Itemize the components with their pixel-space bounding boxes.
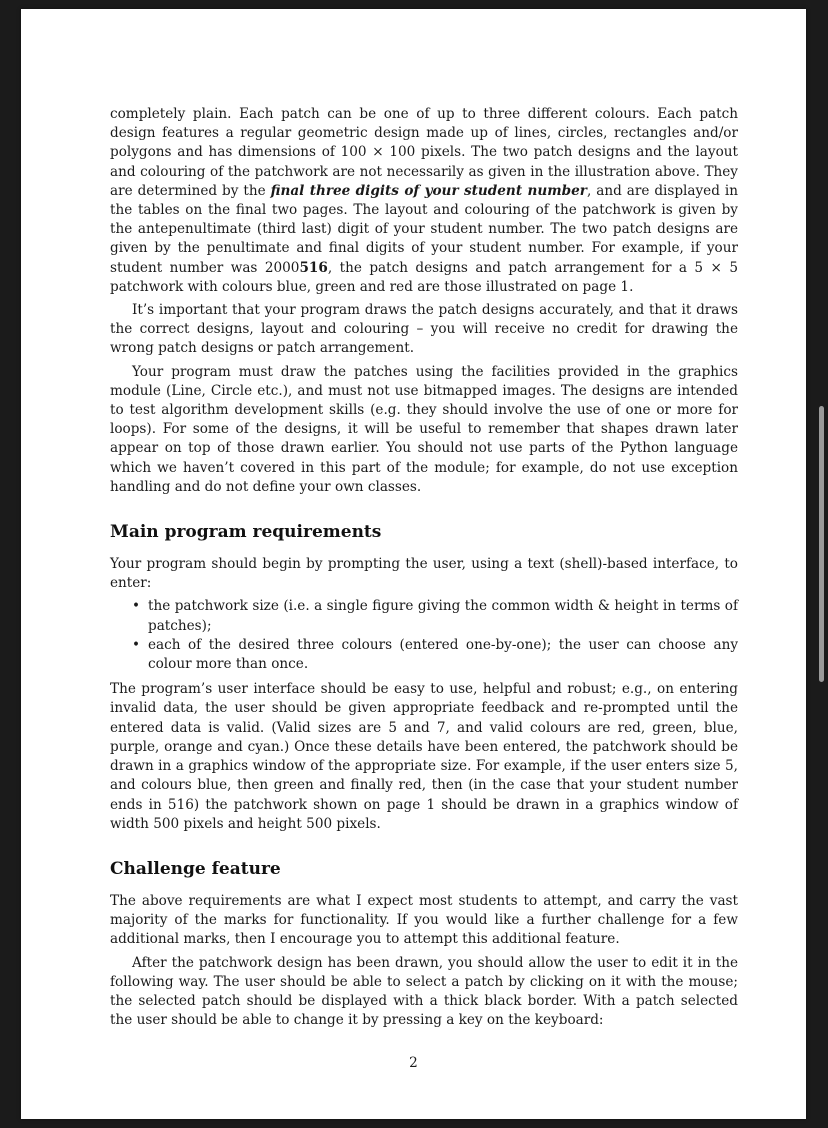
paragraph-challenge-intro: The above requirements are what I expect most students to attempt, and carry the vast majority of the marks for functionality. If you would like a further challenge for a few additional marks, then I encourage you to attempt this additional feature. bbox=[110, 892, 738, 948]
text-span: , and are displayed in the tables on the final two pages. The layout and colouring of the patchwork is given by the antepenultimate (third last) digit of your student number. The two patch designs are given by the penultimate and final digits of your student number. For example, if your student number was 2000 bbox=[110, 182, 738, 276]
paragraph-challenge-edit: After the patchwork design has been drawn, you should allow the user to edit it in the following way. The user should be able to select a patch by clicking on it with the mouse; the selected patch should be displayed with a thick black border. With a patch selected the user should be able to change it by pressing a key on the keyboard: bbox=[110, 954, 738, 1029]
list-item-text: each of the desired three colours (entered one-by-one); the user can choose any colour more than once. bbox=[148, 636, 738, 673]
text-span: , the patch designs and patch arrangement for a 5 × 5 patchwork with colours blue, green and red are those illustrated on page 1. bbox=[110, 259, 739, 295]
paragraph-accuracy: It’s important that your program draws the patch designs accurately, and that it draws the correct designs, layout and colouring – you will receive no credit for drawing the wrong patch designs or patch arrangement. bbox=[110, 302, 738, 357]
page-number: 2 bbox=[409, 1055, 418, 1071]
bullet-icon: • bbox=[132, 598, 141, 615]
requirements-list bbox=[110, 597, 738, 674]
text-span: completely plain. Each patch can be one of up to three different colours. Each patch design features a regular geometric design made up of lines, circles, rectangles and/or polygons and has dimensions of 100 × 100 pixels. The two patch designs and the layout and colouring of the patchwork are not necessarily as given in the illustration above. They are determined by the bbox=[110, 106, 738, 199]
paragraph-patch-description bbox=[110, 105, 738, 297]
paragraph-main-intro: Your program should begin by prompting the user, using a text (shell)-based interface, to enter: bbox=[110, 556, 738, 592]
emphasis-final-three-digits: final three digits of your student number bbox=[270, 182, 587, 199]
scrollbar[interactable] bbox=[819, 406, 824, 682]
page-content bbox=[110, 105, 738, 1034]
heading-challenge-feature: Challenge feature bbox=[110, 858, 281, 879]
paragraph-user-interface: The program’s user interface should be easy to use, helpful and robust; e.g., on entering invalid data, the user should be given appropriate feedback and re-prompted until the entered data is valid. (Valid sizes are 5 and 7, and valid colours are red, green, blue, purple, orange and cyan.) Once these details have been entered, the patchwork should be drawn in a graphics window of the appropriate size. For example, if the user enters size 5, and colours blue, then green and finally red, then (in the case that your student number ends in 516) the patchwork shown on page 1 should be drawn in a graphics window of width 500 pixels and height 500 pixels. bbox=[110, 681, 738, 832]
document-page bbox=[21, 9, 806, 1119]
bold-516: 516 bbox=[299, 259, 328, 276]
heading-main-program-requirements: Main program requirements bbox=[110, 522, 382, 543]
list-item bbox=[132, 636, 738, 674]
bullet-icon: • bbox=[132, 636, 141, 653]
list-item-text: the patchwork size (i.e. a single figure giving the common width & height in terms of patches); bbox=[148, 598, 738, 634]
list-item bbox=[132, 597, 738, 635]
paragraph-graphics-module: Your program must draw the patches using the facilities provided in the graphics module (Line, Circle etc.), and must not use bitmapped images. The designs are intended to test algorithm development skills (e.g. they should involve the use of one or more for loops). For some of the designs, it will be useful to remember that shapes drawn later appear on top of those drawn earlier. You should not use parts of the Python language which we haven’t covered in this part of the module; for example, do not use exception handling and do not define your own classes. bbox=[110, 363, 738, 495]
